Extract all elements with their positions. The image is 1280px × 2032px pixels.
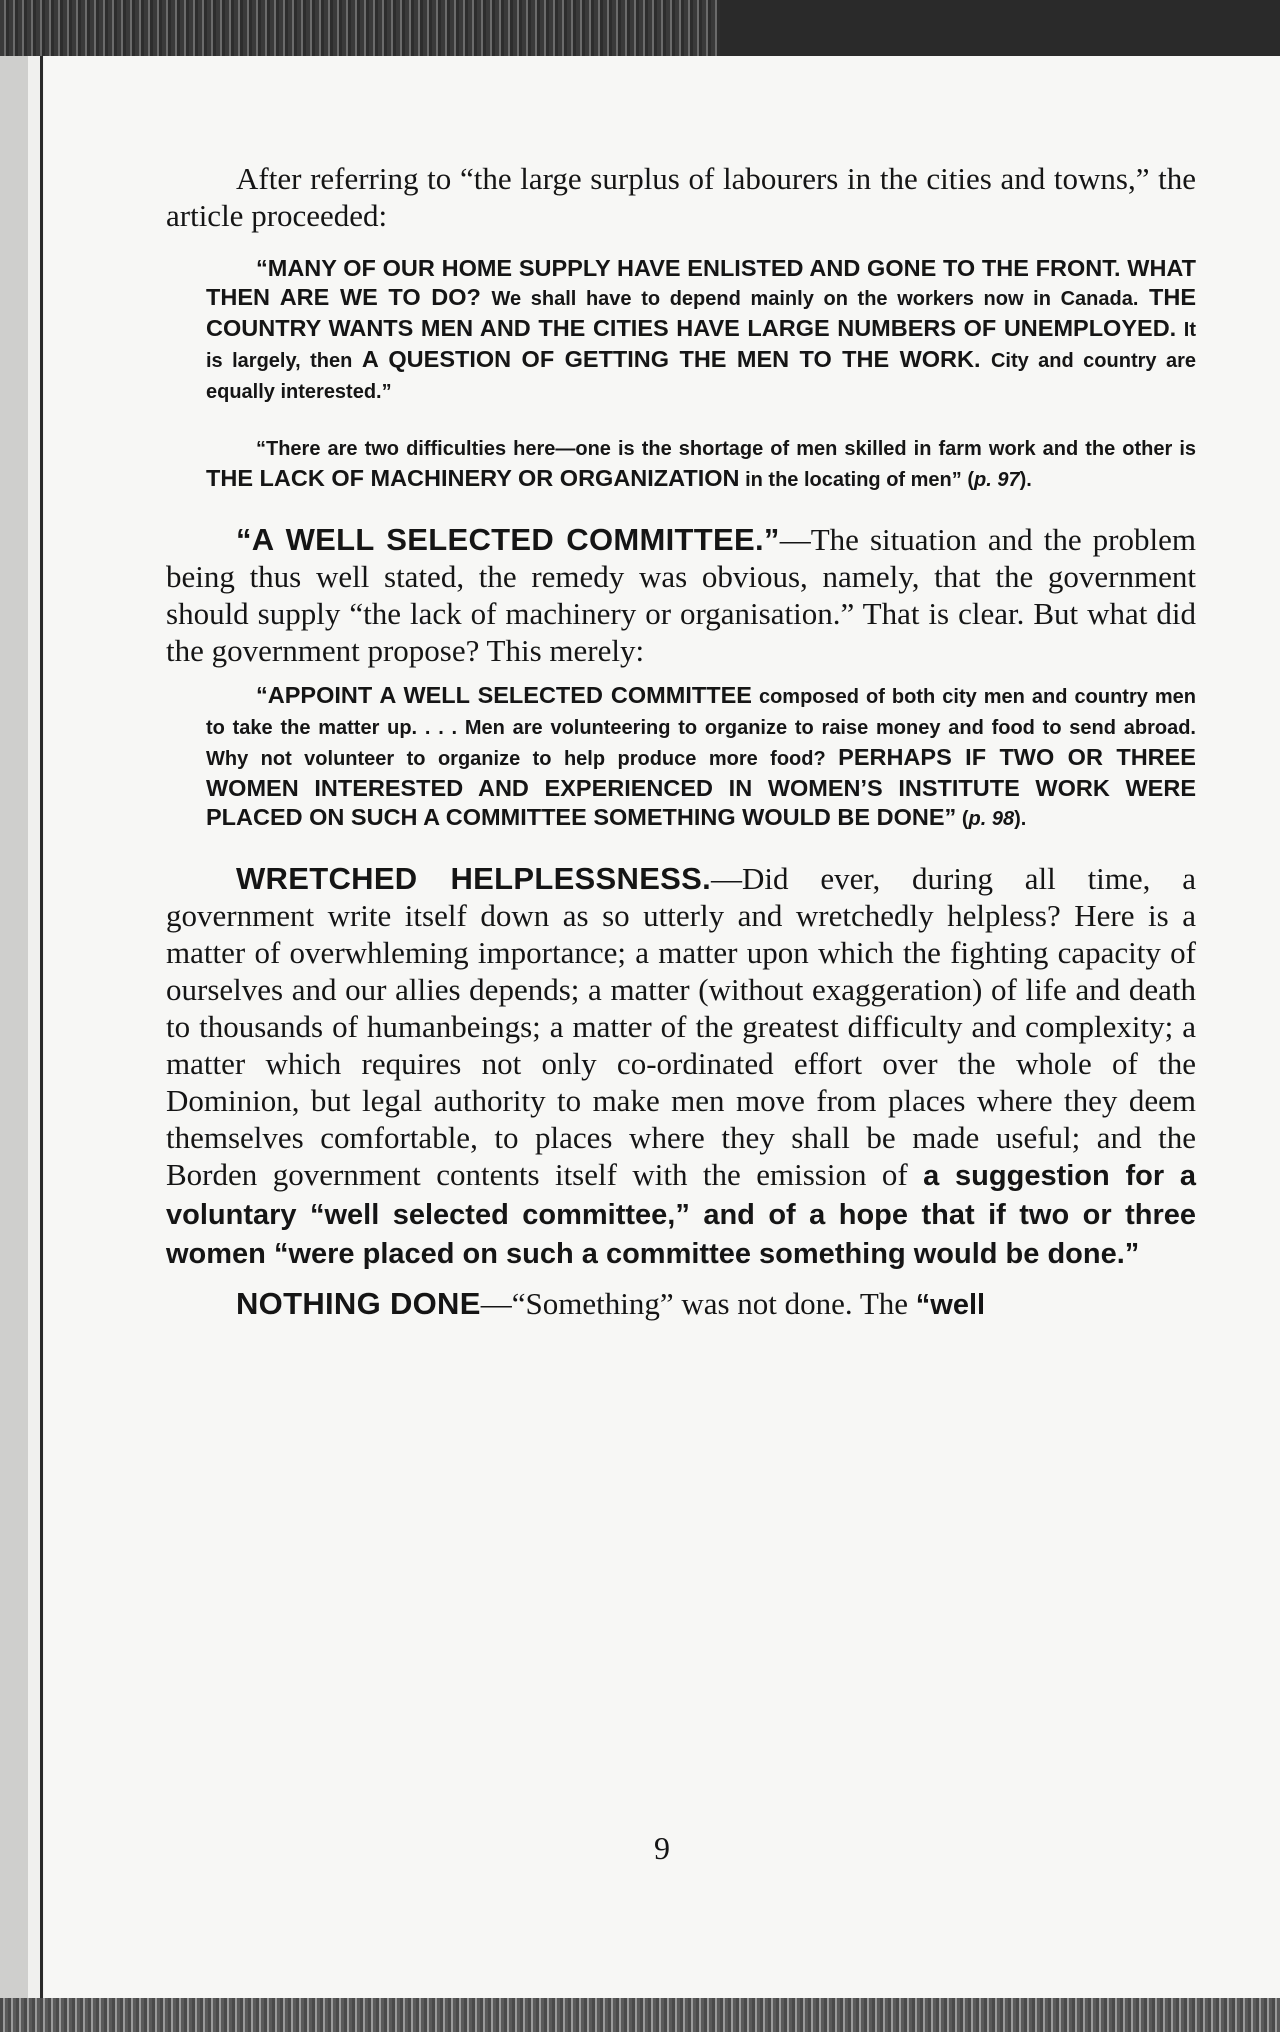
section-nothing-done [166,1285,1196,1324]
quote-two-difficulties [206,433,1196,495]
page-number: 9 [654,1830,670,1866]
section3-heading: NOTHING DONE [236,1286,481,1321]
scan-top-edge-dark [720,0,1280,56]
section2-body: —Did ever, during all time, a government write itself down as so utterly and wretchedly helpless? Here is a matter of overwhleming importance; a matter upon which the fighting capacity of ourselves and our allies depends; a matter (without exaggeration) of life and death to thousands of humanbeings; a matter of the greatest difficulty and complexity; a matter which requires not only co-ordinated effort over the whole of the Dominion, but legal authority to make men move from places where they deem themselves comfortable, to places where they shall be made useful; and the Borden government contents itself with the emission of [166,861,1196,1192]
section-wretched-helplessness [166,860,1196,1273]
quote2-part-a: “There are two difficulties here—one is the shortage of men skilled in farm work and the other is [256,438,1196,460]
quote1-part-c: THE COUNTRY WANTS MEN AND THE CITIES HAVE LARGE NUMBERS OF UNEMPLOYED. [206,284,1197,341]
section3-bold-tail: “well [915,1289,986,1321]
quote-home-supply [206,254,1196,407]
quote3-page-ref: p. 98 [968,808,1015,830]
quote1-part-d: It is largely, then [206,319,1196,372]
book-spine-shadow [0,30,44,2010]
scan-bottom-edge [0,1998,1280,2032]
quote2-part-d: ). [1019,469,1032,491]
quote3-part-d: ( [956,808,969,830]
section3-body: —“Something” was not done. The [480,1286,916,1321]
section2-heading: WRETCHED HELPLESSNESS. [236,861,712,896]
page-content [166,160,1196,1336]
quote3-part-e: ). [1014,808,1027,830]
quote3-part-c: PERHAPS IF TWO OR THREE WOMEN INTERESTED AND EXPERIENCED IN WOMEN’S INSTITUTE WORK WERE PLACED ON SUCH A COMMITTEE SOMETHING WOULD BE DONE” [206,744,1196,830]
book-gutter-line [40,40,43,2000]
quote3-part-a: “APPOINT A WELL SELECTED COMMITTEE [256,682,752,708]
quote2-page-ref: p. 97 [973,469,1020,491]
quote1-part-b: We shall have to depend mainly on the workers now in Canada. [491,288,1139,310]
book-page [44,30,1280,2002]
quote-appoint-committee [206,681,1196,834]
quote2-part-c: in the locating of men” ( [739,469,974,491]
section-well-selected-committee [166,521,1196,669]
quote2-part-b: THE LACK OF MACHINERY OR ORGANIZATION [206,465,740,491]
section2-bold-tail: a suggestion for a voluntary “well selected committee,” and of a hope that if two or three women “were placed on such a committee something would be done.” [166,1160,1196,1270]
section1-body: —The situation and the problem being thus well stated, the remedy was obvious, namely, that the government should supply “the lack of machinery or organisation.” That is clear. But what did the government propose? This merely: [166,522,1196,668]
section1-heading: “A WELL SELECTED COMMITTEE.” [236,522,780,557]
quote1-part-e: A QUESTION OF GETTING THE MEN TO THE WORK. [352,346,991,372]
quote1-part-a: “MANY OF OUR HOME SUPPLY HAVE ENLISTED AND GONE TO THE FRONT. WHAT THEN ARE WE TO DO? [206,255,1196,310]
quote1-part-f: City and country are equally interested.” [206,350,1196,403]
intro-text: After referring to “the large surplus of labourers in the cities and towns,” the article proceeded: [166,161,1196,233]
quote3-part-b: composed of both city men and country men to take the matter up. . . . Men are volunteering to organize to raise money and food to send abroad. Why not volunteer to organize to help produce more food? [206,686,1197,770]
intro-paragraph [166,160,1196,234]
